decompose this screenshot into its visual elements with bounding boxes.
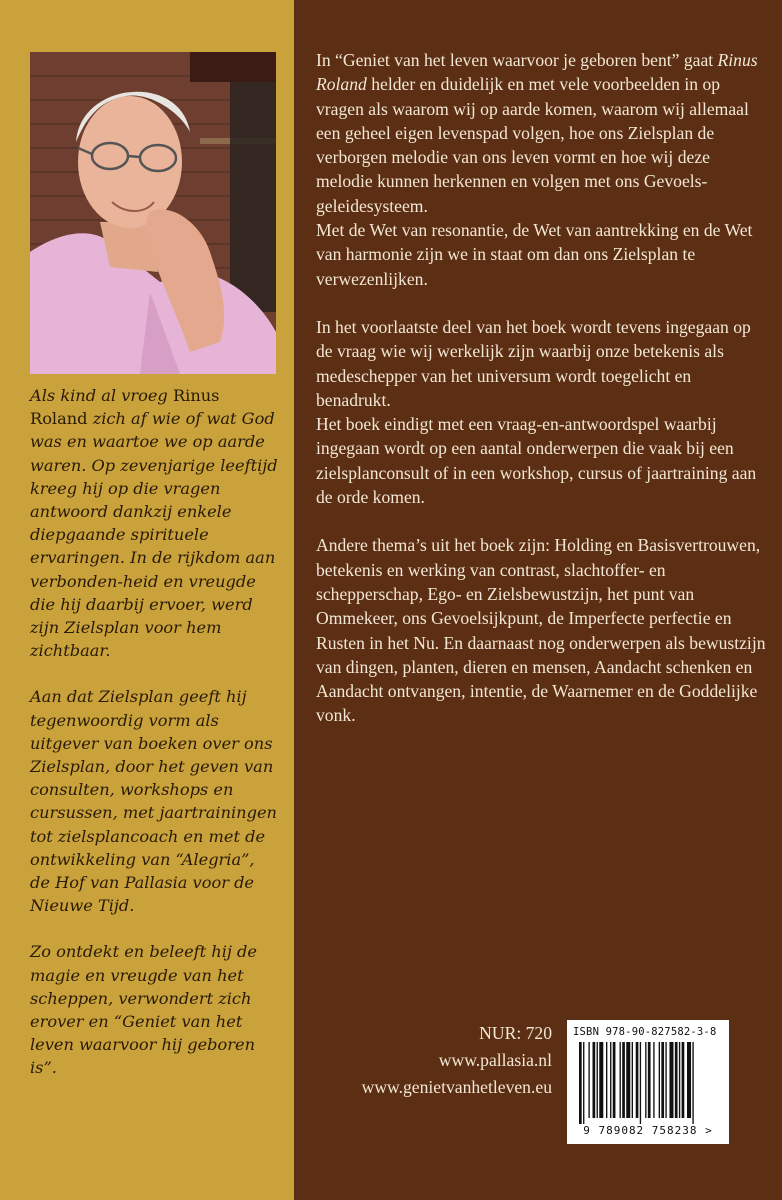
book-description bbox=[316, 48, 768, 728]
barcode-bar bbox=[669, 1042, 673, 1118]
barcode-bar bbox=[632, 1042, 633, 1118]
publisher-info bbox=[362, 1020, 552, 1101]
back-cover-left-panel bbox=[0, 0, 294, 1200]
barcode-bar bbox=[661, 1042, 664, 1118]
barcode-bar bbox=[653, 1042, 654, 1118]
barcode-bars-icon bbox=[571, 1042, 725, 1124]
website-pallasia: www.pallasia.nl bbox=[438, 1050, 552, 1070]
barcode-bar bbox=[599, 1042, 603, 1118]
barcode-bar bbox=[606, 1042, 607, 1118]
barcode-bar bbox=[579, 1042, 582, 1124]
nur-code: NUR: 720 bbox=[479, 1023, 552, 1043]
description-paragraph-3: In het voorlaatste deel van het boek wordt tevens ingegaan op de vraag wie wij werkelijk zijn waarbij onze betekenis als medeschepper van het universum wordt toegelicht en benadrukt. bbox=[316, 316, 751, 410]
bio-paragraph-1: Als kind al vroeg Rinus Roland zich af wie of wat God was en waartoe we op aarde waren. Op zevenjarige leeftijd kreeg hij op die vragen antwoord dankzij enkele diepgaande spirituele ervaringen. In de rijkdom aan verbonden-heid en vreugde die hij daarbij ervoer, werd zijn Zielsplan voor hem zichtbaar. bbox=[30, 386, 278, 661]
barcode-bar bbox=[659, 1042, 660, 1118]
barcode-digits: 9 789082 758238 > bbox=[583, 1124, 713, 1137]
barcode-bar bbox=[626, 1042, 630, 1118]
description-paragraph-5: Andere thema’s uit het boek zijn: Holding en Basisvertrouwen, betekenis en werking van contrast, slachtoffer- en schepperschap, Ego- en Zielsbewustzijn, het punt van Ommekeer, ons Gevoelsijkpunt, de Imperfecte perfectie en Rusten in het Nu. En daarnaast nog onderwerpen als bewustzijn van dingen, planten, dieren en mensen, Aandacht schenken en Aandacht ontvangen, intentie, de Waarnemer en de Goddelijke vonk. bbox=[316, 535, 766, 726]
isbn-label: ISBN 978-90-827582-3-8 bbox=[573, 1026, 717, 1038]
author-portrait-illustration bbox=[30, 52, 276, 374]
website-genietvanhetleven: www.genietvanhetleven.eu bbox=[361, 1077, 552, 1097]
barcode-bar bbox=[636, 1042, 639, 1118]
barcode-bar bbox=[597, 1042, 598, 1118]
barcode-bar bbox=[610, 1042, 611, 1118]
barcode-bar bbox=[648, 1042, 651, 1118]
barcode-bar bbox=[645, 1042, 646, 1118]
isbn-barcode bbox=[567, 1020, 729, 1144]
barcode-bar bbox=[613, 1042, 616, 1118]
barcode-bar bbox=[640, 1042, 641, 1124]
barcode-bar bbox=[588, 1042, 589, 1118]
description-paragraph-4: Het boek eindigt met een vraag-en-antwoordspel waarbij ingegaan wordt op een aantal onderwerpen die vaak bij een zielsplanconsult of in een workshop, cursus of jaartraining aan de orde komen. bbox=[316, 414, 757, 508]
barcode-bar bbox=[675, 1042, 678, 1118]
bio-paragraph-2: Aan dat Zielsplan geeft hij tegenwoordig vorm als uitgever van boeken over ons Zielsplan, door het geven van consulten, workshops en cursussen, met jaartrainingen tot zielsplancoach en met de ontwikkeling van “Alegria”, de Hof van Pallasia voor de Nieuwe Tijd. bbox=[30, 687, 277, 916]
author-name: Rinus Roland bbox=[30, 386, 220, 429]
barcode-bar bbox=[692, 1042, 693, 1124]
author-photo bbox=[30, 52, 276, 374]
barcode-bar bbox=[583, 1042, 584, 1124]
description-paragraph-1: In “Geniet van het leven waarvoor je geboren bent” gaat Rinus Roland helder en duidelijk en met vele voorbeelden in op vragen als waarom wij op aarde komen, waarom wij allemaal een geheel eigen levenspad volgen, hoe ons Zielsplan de verborgen melodie van ons leven vormt en hoe wij deze melodie kunnen herkennen en volgen met ons Gevoels-geleidesysteem. bbox=[316, 50, 758, 216]
author-biography bbox=[30, 384, 278, 1103]
barcode-bar bbox=[665, 1042, 666, 1118]
bio-paragraph-3: Zo ontdekt en beleeft hij de magie en vreugde van het scheppen, verwondert zich erover en “Geniet van het leven waarvoor hij geboren is”. bbox=[30, 942, 257, 1078]
barcode-bar bbox=[679, 1042, 680, 1118]
barcode-bar bbox=[687, 1042, 691, 1118]
barcode-bar bbox=[682, 1042, 685, 1118]
barcode-bar bbox=[593, 1042, 596, 1118]
barcode-bar bbox=[622, 1042, 625, 1118]
barcode-bar bbox=[620, 1042, 621, 1118]
author-name-italic: Rinus Roland bbox=[316, 50, 758, 95]
description-paragraph-2: Met de Wet van resonantie, de Wet van aantrekking en de Wet van harmonie zijn we in staat om dan ons Zielsplan te verwezenlijken. bbox=[316, 220, 753, 289]
